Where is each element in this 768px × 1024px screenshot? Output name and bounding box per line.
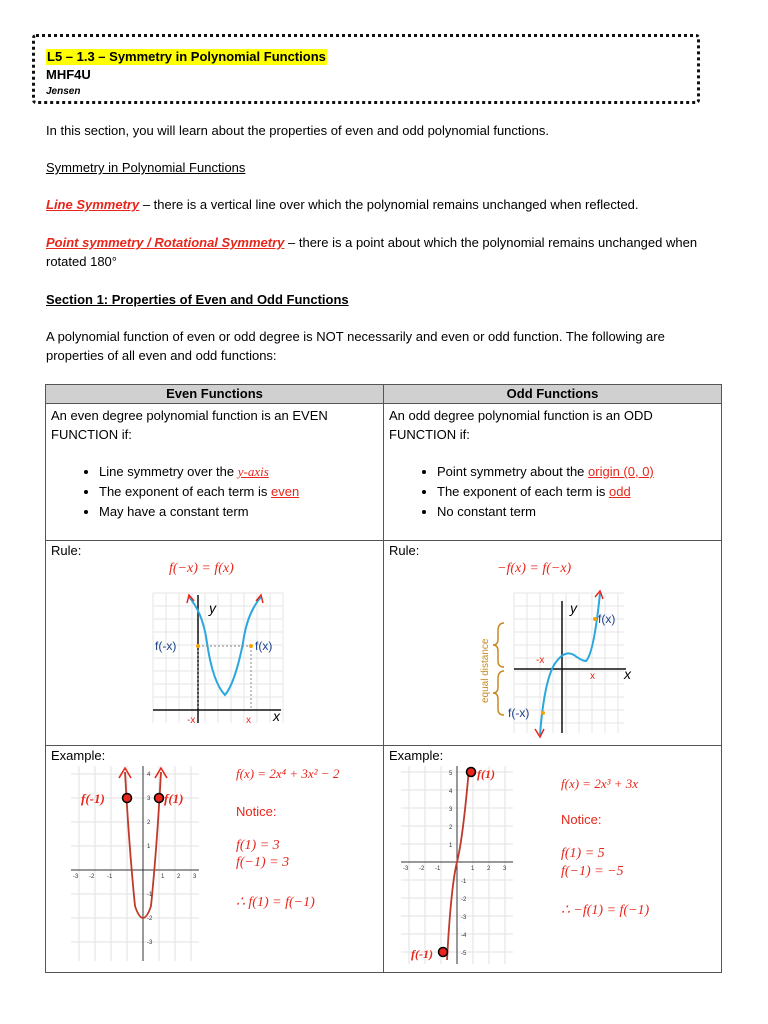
- svg-text:-3: -3: [73, 874, 79, 880]
- heading-symmetry: [46, 158, 726, 177]
- odd-header: Odd Functions: [384, 385, 722, 404]
- even-ex-notice: Notice:: [236, 804, 277, 819]
- svg-text:2: 2: [147, 820, 151, 826]
- point-symmetry-def: [46, 233, 716, 271]
- point-symmetry-text: – there is a point about which the polynomial remains unchanged when rotated 180°: [46, 235, 698, 269]
- svg-text:-1: -1: [147, 892, 153, 898]
- odd-b2-hl: odd: [608, 484, 631, 499]
- svg-text:2: 2: [449, 825, 453, 831]
- odd-rule: −f(x) = f(−x): [497, 561, 572, 576]
- equal-distance-label: equal distance: [480, 638, 491, 703]
- header-box: [32, 34, 700, 104]
- odd-ex-func: f(x) = 2x³ + 3x: [561, 776, 639, 791]
- even-rule-cell: [46, 541, 384, 746]
- odd-ex-l1: f(1) = 5: [561, 846, 605, 861]
- even-graph-fx: f(x): [255, 639, 273, 653]
- odd-example-cell: [384, 746, 722, 973]
- even-bullet-2: [99, 482, 378, 502]
- even-rule-label: Rule:: [51, 543, 82, 558]
- svg-text:-3: -3: [403, 866, 409, 872]
- section1-heading: [46, 290, 726, 309]
- odd-bullet-3: • No constant term: [437, 502, 716, 522]
- even-graph-fnx: f(-x): [155, 639, 177, 653]
- svg-text:-2: -2: [461, 897, 467, 903]
- line-symmetry-term: Line Symmetry: [46, 197, 140, 212]
- intro-text: In this section, you will learn about the properties of even and odd polynomial functions.: [46, 123, 549, 138]
- odd-graph-fx: f(x): [598, 612, 616, 626]
- even-b2-hl: even: [270, 484, 300, 499]
- line-symmetry-text: – there is a vertical line over which the polynomial remains unchanged when reflected.: [139, 197, 639, 212]
- svg-text:4: 4: [147, 772, 151, 778]
- odd-b1-text: Point symmetry about the: [437, 464, 589, 479]
- odd-ex-concl: ∴ −f(1) = f(−1): [561, 903, 650, 918]
- even-b2-text: The exponent of each term is: [99, 484, 271, 499]
- svg-text:5: 5: [449, 771, 453, 777]
- even-rule: f(−x) = f(x): [169, 561, 234, 576]
- even-example-cell: [46, 746, 384, 973]
- svg-text:3: 3: [503, 866, 507, 872]
- odd-graph-posx: x: [590, 671, 595, 682]
- svg-text:4: 4: [449, 789, 453, 795]
- svg-text:-2: -2: [147, 916, 153, 922]
- even-bullet-3: • May have a constant term: [99, 502, 378, 522]
- odd-ex-notice: Notice:: [561, 812, 602, 827]
- svg-text:-4: -4: [461, 933, 467, 939]
- properties-table: [45, 384, 722, 973]
- svg-text:1: 1: [471, 866, 475, 872]
- odd-rule-label: Rule:: [389, 543, 420, 558]
- section1-heading-text: Section 1: Properties of Even and Odd Functions: [46, 292, 349, 307]
- svg-text:2: 2: [177, 874, 181, 880]
- svg-text:3: 3: [147, 796, 151, 802]
- even-graph-y-label: y: [209, 600, 216, 616]
- even-ex-label-right: f(1): [164, 791, 184, 806]
- svg-text:-3: -3: [461, 915, 467, 921]
- course-code: MHF4U: [46, 67, 91, 82]
- odd-intro: An odd degree polynomial function is an ODD FUNCTION if:: [389, 408, 653, 442]
- odd-ex-label-top: f(1): [477, 767, 495, 781]
- odd-ex-label-bottom: f(-1): [411, 947, 433, 961]
- odd-bullet-2: [437, 482, 716, 502]
- svg-text:-1: -1: [107, 874, 113, 880]
- odd-graph-y-label: y: [570, 600, 577, 616]
- svg-text:1: 1: [449, 843, 453, 849]
- svg-text:-1: -1: [435, 866, 441, 872]
- svg-text:1: 1: [147, 844, 151, 850]
- even-intro: An even degree polynomial function is an EVEN FUNCTION if:: [51, 408, 328, 442]
- odd-b2-text: The exponent of each term is: [437, 484, 609, 499]
- svg-text:1: 1: [161, 874, 165, 880]
- even-graph-x-label: x: [273, 708, 280, 724]
- svg-text:-2: -2: [89, 874, 95, 880]
- lesson-title: L5 – 1.3 – Symmetry in Polynomial Functions: [47, 49, 326, 64]
- line-symmetry-def: [46, 195, 726, 214]
- svg-text:2: 2: [487, 866, 491, 872]
- even-graph-posx: x: [246, 715, 251, 726]
- section1-text: A polynomial function of even or odd degree is NOT necessarily and even or odd function. The following are properties of all even and odd functions:: [46, 329, 665, 363]
- odd-example-label: Example:: [389, 748, 444, 763]
- even-b1-text: Line symmetry over the: [99, 464, 238, 479]
- svg-text:-1: -1: [461, 879, 467, 885]
- even-ex-func: f(x) = 2x⁴ + 3x² − 2: [236, 766, 340, 781]
- even-function-graph: [143, 583, 293, 733]
- svg-text:-3: -3: [147, 940, 153, 946]
- odd-example-graph: [401, 766, 516, 966]
- odd-function-graph: [474, 583, 634, 743]
- odd-rule-cell: [384, 541, 722, 746]
- even-ex-concl: ∴ f(1) = f(−1): [236, 895, 315, 910]
- even-ex-l2: f(−1) = 3: [236, 855, 290, 870]
- author: Jensen: [46, 86, 81, 97]
- svg-text:-2: -2: [419, 866, 425, 872]
- even-ex-l1: f(1) = 3: [236, 838, 280, 853]
- even-example-graph: [71, 766, 201, 966]
- svg-text:3: 3: [193, 874, 197, 880]
- odd-bullet-1: [437, 462, 716, 482]
- even-bullet-1: [99, 462, 378, 482]
- heading-symmetry-text: Symmetry in Polynomial Functions: [46, 160, 246, 175]
- svg-text:3: 3: [449, 807, 453, 813]
- even-example-label: Example:: [51, 748, 106, 763]
- even-ex-label-left: f(-1): [81, 791, 105, 806]
- even-b1-hl: y-axis: [237, 464, 269, 479]
- odd-graph-negx: -x: [536, 655, 545, 666]
- odd-ex-l2: f(−1) = −5: [561, 864, 624, 879]
- even-graph-negx: -x: [187, 715, 196, 726]
- odd-graph-x-label: x: [624, 666, 631, 682]
- odd-b1-hl: origin (0, 0): [588, 464, 654, 479]
- even-header: Even Functions: [46, 385, 384, 404]
- odd-properties-cell: [384, 404, 722, 541]
- odd-graph-fnx: f(-x): [508, 706, 530, 720]
- even-properties-cell: [46, 404, 384, 541]
- svg-text:-5: -5: [461, 951, 467, 957]
- point-symmetry-term: Point symmetry / Rotational Symmetry: [46, 235, 285, 250]
